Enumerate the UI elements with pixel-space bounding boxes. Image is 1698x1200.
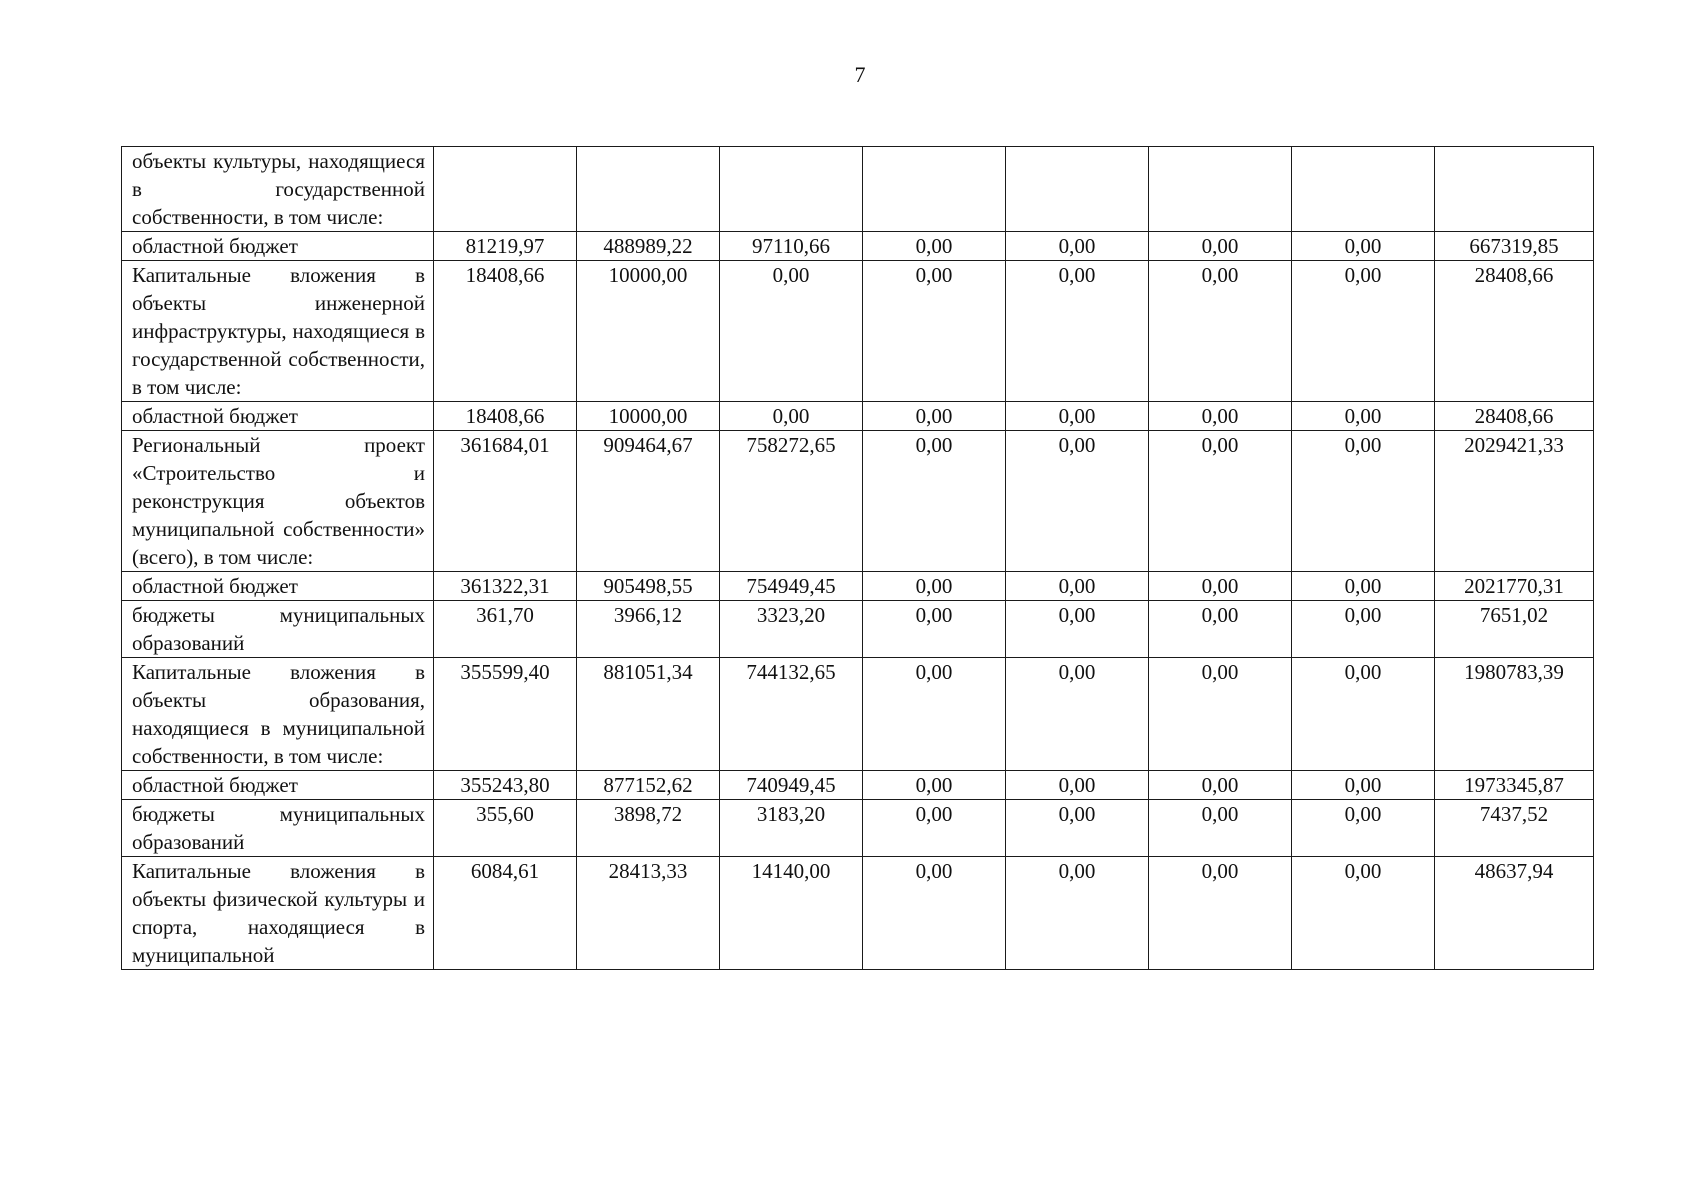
value-cell: 0,00 [1149,658,1292,771]
table-row [122,800,1594,857]
row-label: Капитальные вложения в объекты физической культуры и спорта, находящиеся в муниципальной [122,857,434,970]
table-row [122,261,1594,402]
row-label: Капитальные вложения в объекты инженерной инфраструктуры, находящиеся в государственной собственности, в том числе: [122,261,434,402]
value-cell: 2029421,33 [1435,431,1594,572]
table-row [122,572,1594,601]
value-cell: 0,00 [863,232,1006,261]
table-row [122,431,1594,572]
value-cell: 3183,20 [720,800,863,857]
table-row [122,857,1594,970]
value-cell: 81219,97 [434,232,577,261]
value-cell: 361322,31 [434,572,577,601]
value-cell: 0,00 [1292,402,1435,431]
table-row [122,147,1594,232]
table-row [122,601,1594,658]
value-cell: 97110,66 [720,232,863,261]
value-cell: 28413,33 [577,857,720,970]
value-cell: 0,00 [1006,431,1149,572]
value-cell [1435,147,1594,232]
page-number: 7 [854,62,866,87]
value-cell: 0,00 [1149,771,1292,800]
value-cell: 3323,20 [720,601,863,658]
value-cell: 744132,65 [720,658,863,771]
value-cell: 48637,94 [1435,857,1594,970]
budget-table [121,146,1594,970]
value-cell: 0,00 [1149,261,1292,402]
value-cell: 10000,00 [577,402,720,431]
value-cell: 28408,66 [1435,402,1594,431]
row-label: Капитальные вложения в объекты образования, находящиеся в муниципальной собственности, в том числе: [122,658,434,771]
value-cell: 0,00 [863,572,1006,601]
value-cell: 0,00 [1006,232,1149,261]
row-label: областной бюджет [122,402,434,431]
value-cell [1006,147,1149,232]
value-cell: 0,00 [863,771,1006,800]
value-cell [1292,147,1435,232]
value-cell: 740949,45 [720,771,863,800]
value-cell: 0,00 [1149,800,1292,857]
value-cell [720,147,863,232]
value-cell: 0,00 [1292,601,1435,658]
table-row [122,232,1594,261]
value-cell: 0,00 [1149,431,1292,572]
value-cell: 0,00 [1292,800,1435,857]
value-cell: 0,00 [1149,402,1292,431]
value-cell: 3898,72 [577,800,720,857]
value-cell: 0,00 [863,658,1006,771]
value-cell: 0,00 [1006,572,1149,601]
value-cell: 7437,52 [1435,800,1594,857]
value-cell: 14140,00 [720,857,863,970]
value-cell: 0,00 [1292,572,1435,601]
table-body [122,147,1594,970]
value-cell: 0,00 [720,261,863,402]
value-cell: 0,00 [1149,572,1292,601]
table-row [122,402,1594,431]
value-cell: 877152,62 [577,771,720,800]
value-cell: 881051,34 [577,658,720,771]
value-cell: 488989,22 [577,232,720,261]
row-label: областной бюджет [122,572,434,601]
value-cell: 355243,80 [434,771,577,800]
table-row [122,658,1594,771]
value-cell: 0,00 [863,601,1006,658]
row-label: бюджеты муниципальных образований [122,800,434,857]
value-cell: 0,00 [1292,857,1435,970]
value-cell: 7651,02 [1435,601,1594,658]
value-cell [434,147,577,232]
value-cell: 0,00 [863,261,1006,402]
value-cell: 758272,65 [720,431,863,572]
value-cell: 18408,66 [434,402,577,431]
table-row [122,771,1594,800]
value-cell: 0,00 [863,402,1006,431]
value-cell: 3966,12 [577,601,720,658]
value-cell: 1973345,87 [1435,771,1594,800]
value-cell: 361,70 [434,601,577,658]
value-cell: 667319,85 [1435,232,1594,261]
value-cell: 0,00 [863,857,1006,970]
value-cell: 0,00 [1292,232,1435,261]
value-cell: 0,00 [1292,658,1435,771]
value-cell: 0,00 [720,402,863,431]
row-label: Региональный проект «Строительство и реконструкция объектов муниципальной собственности» (всего), в том числе: [122,431,434,572]
value-cell: 0,00 [863,431,1006,572]
value-cell: 0,00 [1149,601,1292,658]
value-cell: 0,00 [1006,601,1149,658]
value-cell: 0,00 [1006,261,1149,402]
value-cell: 355,60 [434,800,577,857]
value-cell [577,147,720,232]
value-cell: 355599,40 [434,658,577,771]
value-cell: 28408,66 [1435,261,1594,402]
row-label: объекты культуры, находящиеся в государственной собственности, в том числе: [122,147,434,232]
value-cell [863,147,1006,232]
row-label: областной бюджет [122,232,434,261]
value-cell: 2021770,31 [1435,572,1594,601]
value-cell: 0,00 [1006,771,1149,800]
value-cell: 0,00 [1292,261,1435,402]
value-cell: 0,00 [863,800,1006,857]
row-label: областной бюджет [122,771,434,800]
value-cell: 0,00 [1149,857,1292,970]
value-cell: 909464,67 [577,431,720,572]
value-cell: 1980783,39 [1435,658,1594,771]
value-cell: 18408,66 [434,261,577,402]
value-cell: 754949,45 [720,572,863,601]
value-cell: 0,00 [1292,431,1435,572]
value-cell: 905498,55 [577,572,720,601]
value-cell: 0,00 [1149,232,1292,261]
value-cell: 10000,00 [577,261,720,402]
value-cell: 0,00 [1006,800,1149,857]
value-cell: 6084,61 [434,857,577,970]
row-label: бюджеты муниципальных образований [122,601,434,658]
value-cell: 0,00 [1006,402,1149,431]
value-cell [1149,147,1292,232]
value-cell: 0,00 [1292,771,1435,800]
value-cell: 361684,01 [434,431,577,572]
value-cell: 0,00 [1006,857,1149,970]
value-cell: 0,00 [1006,658,1149,771]
